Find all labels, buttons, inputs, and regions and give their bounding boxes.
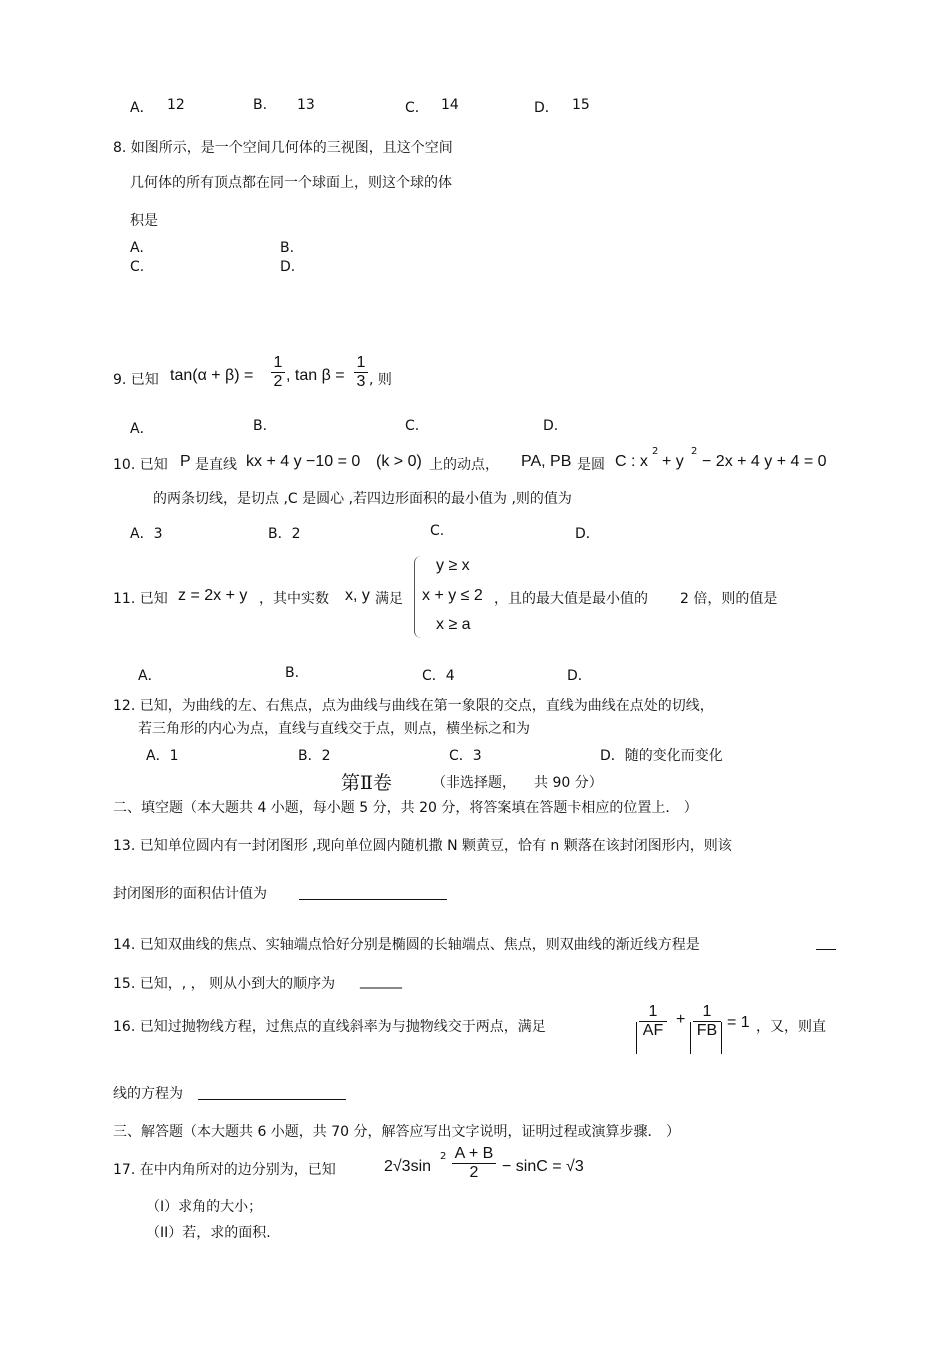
q10-circle-c: C : x <box>615 453 648 470</box>
q10-option-b: B．2 <box>268 526 301 542</box>
q10-line-equation: kx + 4 y −10 = 0 <box>246 453 361 470</box>
q11-variables: x, y <box>345 587 370 604</box>
q11-option-c: C．4 <box>422 668 455 684</box>
q8-line3: 积是 <box>130 213 158 229</box>
q11-text-3: ，且的最大值是最小值的 <box>494 591 648 607</box>
q9-option-c: C. <box>405 418 420 434</box>
q7-option-c-value: 14 <box>441 97 459 113</box>
q11-brace <box>414 556 421 638</box>
q17-part-1: （I）求角的大小； <box>146 1199 263 1215</box>
part2-title: 第Ⅱ卷 <box>341 772 392 794</box>
q16-line2: 线的方程为 <box>113 1086 183 1102</box>
q9-expr-tan-sum: tan(α + β) = <box>170 367 254 384</box>
q8-option-c: C. <box>130 259 145 275</box>
q15-answer-blank: ______ <box>360 973 402 989</box>
q8-line2: 几何体的所有顶点都在同一个球面上，则这个球的体 <box>130 175 452 191</box>
section2-heading: 二、填空题（本大题共 4 小题，每小题 5 分，共 20 分，将答案填在答题卡相应的位置上． ） <box>113 800 698 816</box>
q12-option-b: B．2 <box>298 748 331 764</box>
q17-fraction-numerator: A + B <box>454 1145 494 1162</box>
q9-fraction-2-denominator: 3 <box>354 372 368 391</box>
q9-option-b: B. <box>253 418 268 434</box>
q11-text-1: ，其中实数 <box>259 591 329 607</box>
q16-fraction-1-denominator: AF <box>639 1021 667 1040</box>
q13-line2: 封闭图形的面积估计值为 <box>113 886 267 902</box>
q10-condition: (k > 0) <box>376 453 422 470</box>
q11-option-d: D． <box>567 668 592 684</box>
q11-number: 11. 已知 <box>113 591 168 607</box>
q7-option-b-label: B. <box>253 97 268 113</box>
q9-fraction-2 <box>354 354 368 391</box>
q11-option-a: A． <box>138 668 162 684</box>
q16-fraction-2 <box>693 1003 721 1040</box>
q9-number: 9. 已知 <box>113 372 159 388</box>
q8-option-d: D. <box>280 259 296 275</box>
q8-option-a: A. <box>130 240 144 256</box>
q11-text-2: 满足 <box>375 591 403 607</box>
q9-expr-tan-beta: , tan β = <box>286 367 345 384</box>
q9-fraction-1-numerator: 1 <box>273 354 283 371</box>
part2-subtitle-1: （非选择题， <box>432 775 516 791</box>
q17-fraction-denominator: 2 <box>452 1163 496 1182</box>
q17-lhs: 2√3sin <box>384 1158 432 1175</box>
q16-equals-one: = 1 <box>727 1014 750 1031</box>
q15-line1: 15. 已知，, ， 则从小到大的顺序为 <box>113 976 336 992</box>
q10-point-p: P <box>180 453 191 470</box>
q9-tail: , 则 <box>369 372 392 388</box>
q10-option-c: C. <box>430 523 445 539</box>
q17-part-2: （II）若，求的面积. <box>146 1225 271 1241</box>
q10-line2: 的两条切线，是切点 ,C 是圆心 ,若四边形面积的最小值为 ,则的值为 <box>153 491 572 507</box>
q16-fraction-2-denominator: FB <box>693 1021 721 1040</box>
q17-line1: 17. 在中内角所对的边分别为，已知 <box>113 1162 336 1178</box>
q12-option-c: C．3 <box>449 748 482 764</box>
q14-line1: 14. 已知双曲线的焦点、实轴端点恰好分别是椭圆的长轴端点、焦点，则双曲线的渐近线方程是 <box>113 937 700 953</box>
q11-constraint-1: y ≥ x <box>436 557 470 574</box>
q8-line1: 8. 如图所示，是一个空间几何体的三视图，且这个空间 <box>113 140 453 156</box>
q10-text-1: 是直线 <box>195 457 237 473</box>
q9-fraction-1 <box>271 354 285 391</box>
q11-constraint-2: x + y ≤ 2 <box>422 587 483 604</box>
q12-option-a: A．1 <box>146 748 179 764</box>
q16-answer-blank <box>198 1099 346 1100</box>
q7-option-a-value: 12 <box>167 97 185 113</box>
q10-circle-rest: − 2x + 4 y + 4 = 0 <box>702 453 827 470</box>
q16-line1: 16. 已知过抛物线方程，过焦点的直线斜率为与抛物线交于两点，满足 <box>113 1019 546 1035</box>
q9-option-a: A． <box>130 421 154 437</box>
q14-answer-blank <box>816 949 836 950</box>
q10-text-3: 是圆 <box>577 457 605 473</box>
q9-fraction-1-denominator: 2 <box>271 372 285 391</box>
q16-plus: + <box>676 1011 686 1028</box>
q17-fraction <box>452 1145 496 1182</box>
q11-option-b: B. <box>285 665 300 681</box>
q13-line1: 13. 已知单位圆内有一封闭图形 ,现向单位圆内随机撒 N 颗黄豆，恰有 n 颗落在该封闭图形内，则该 <box>113 838 732 854</box>
q13-answer-blank <box>299 899 447 900</box>
q16-abs-left-2 <box>690 1022 691 1054</box>
q16-tail: ，又，则直 <box>756 1019 826 1035</box>
q17-rhs: − sinC = √3 <box>502 1158 584 1175</box>
q12-option-d: D．随的变化而变化 <box>600 748 723 764</box>
q7-option-c-label: C． <box>405 100 429 116</box>
q17-superscript: 2 <box>440 1151 447 1162</box>
q12-line2: 若三角形的内心为点，直线与直线交于点，则点，横坐标之和为 <box>138 721 530 737</box>
q9-option-d: D. <box>543 418 559 434</box>
section3-heading: 三、解答题（本大题共 6 小题，共 70 分，解答应写出文字说明，证明过程或演算步骤． ） <box>113 1124 680 1140</box>
q10-number: 10. 已知 <box>113 457 168 473</box>
q7-option-b-value: 13 <box>297 97 315 113</box>
q16-abs-right-2 <box>721 1022 722 1054</box>
q10-option-d: D． <box>575 526 600 542</box>
q10-text-2: 上的动点， <box>429 457 499 473</box>
q16-fraction-1 <box>639 1003 667 1040</box>
q10-plus-y: + y <box>662 453 684 470</box>
q10-tangents: PA, PB <box>521 453 572 470</box>
q16-fraction-2-numerator: 1 <box>702 1003 712 1020</box>
q8-option-b: B. <box>280 240 295 256</box>
q10-superscript-2: 2 <box>691 446 698 457</box>
q9-fraction-2-numerator: 1 <box>356 354 366 371</box>
q7-option-d-label: D． <box>534 100 559 116</box>
q16-abs-left-1 <box>636 1022 637 1054</box>
q11-constraint-3: x ≥ a <box>436 616 471 633</box>
q12-line1: 12. 已知，为曲线的左、右焦点，点为曲线与曲线在第一象限的交点，直线为曲线在点处的切线， <box>113 698 714 714</box>
q10-option-a: A．3 <box>130 526 163 542</box>
q16-fraction-1-numerator: 1 <box>648 1003 658 1020</box>
q7-option-a-label: A． <box>130 100 154 116</box>
q11-text-4: 2 倍，则的值是 <box>680 591 778 607</box>
q11-objective: z = 2x + y <box>178 587 248 604</box>
q10-superscript-1: 2 <box>652 446 659 457</box>
q7-option-d-value: 15 <box>572 97 590 113</box>
part2-subtitle-2: 共 90 分） <box>534 775 603 791</box>
